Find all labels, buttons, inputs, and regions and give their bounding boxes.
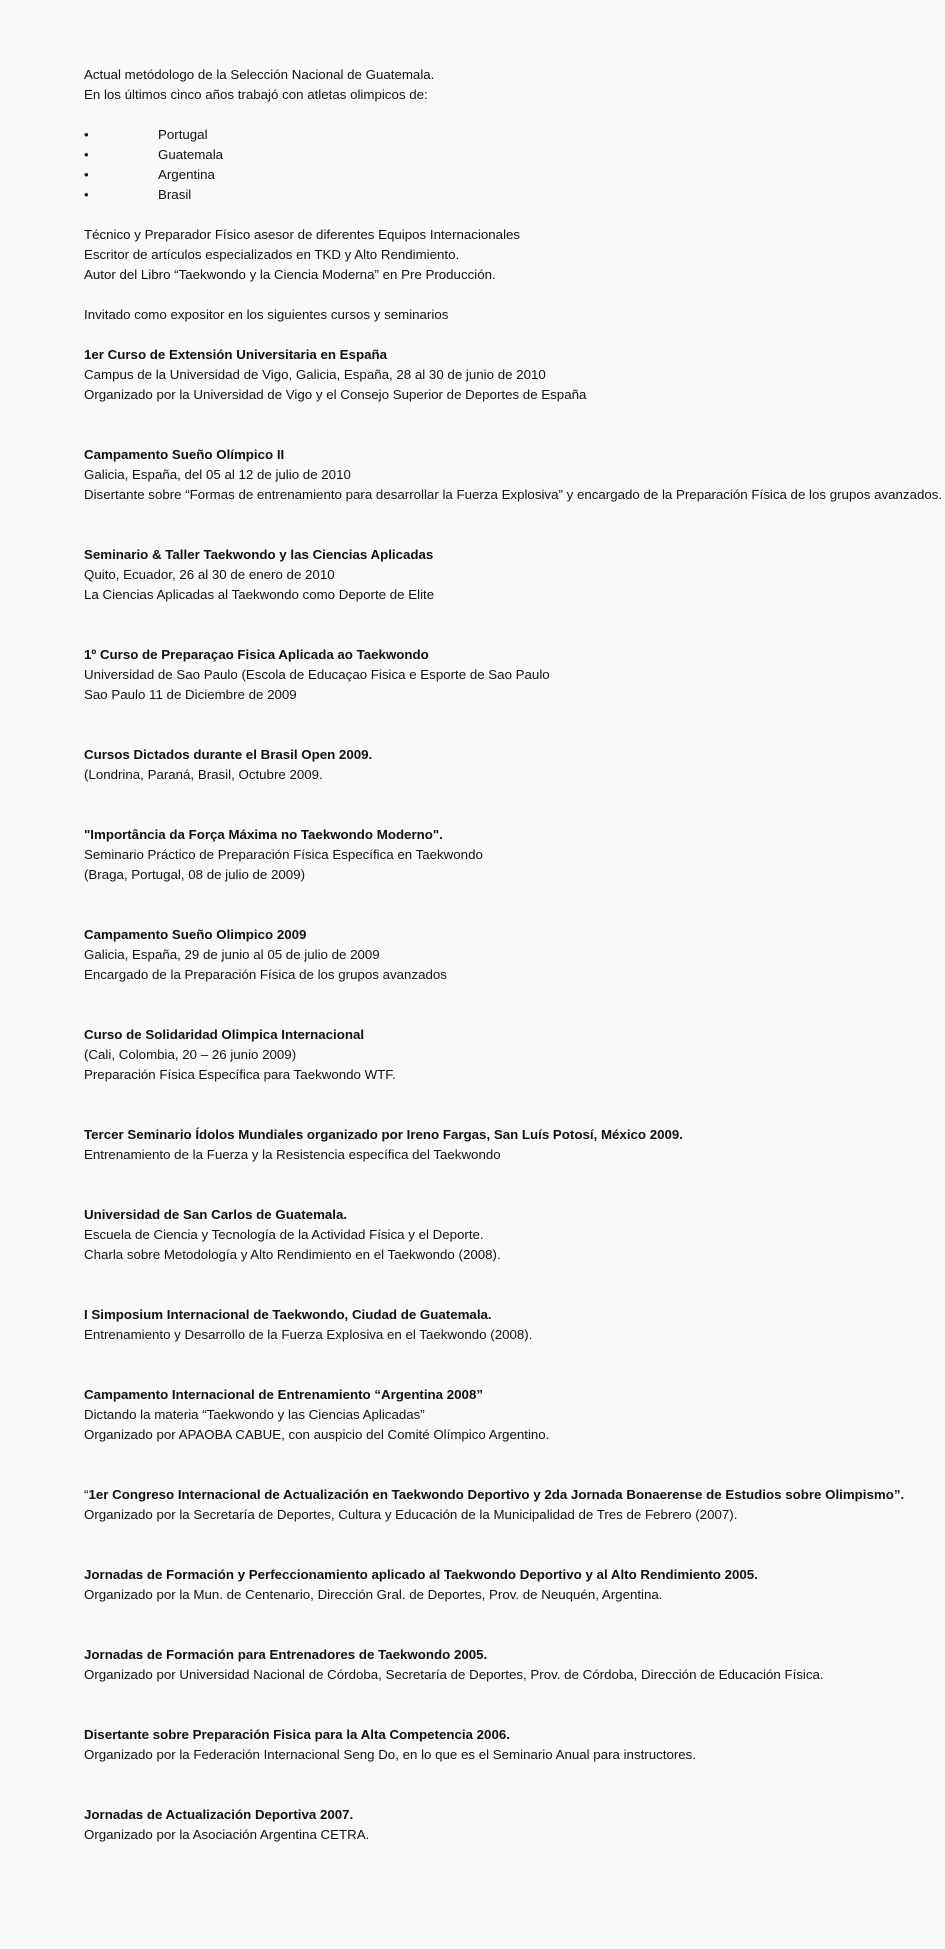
event-line: (Londrina, Paraná, Brasil, Octubre 2009.: [84, 767, 323, 782]
event-title: Universidad de San Carlos de Guatemala.: [84, 1207, 348, 1222]
event: [84, 1805, 945, 1845]
event-title: Jornadas de Actualización Deportiva 2007.: [84, 1807, 354, 1822]
event: [84, 345, 945, 405]
event-title: Seminario & Taller Taekwondo y las Ciencias Aplicadas: [84, 547, 434, 562]
event-line: Seminario Práctico de Preparación Física Específica en Taekwondo: [84, 847, 483, 862]
event-line: Organizado por la Secretaría de Deportes, Cultura y Educación de la Municipalidad de Tres de Febrero (2007).: [84, 1507, 738, 1522]
invited-heading: Invitado como expositor en los siguientes cursos y seminarios: [84, 307, 449, 322]
event-line: La Ciencias Aplicadas al Taekwondo como Deporte de Elite: [84, 587, 435, 602]
bullet-icon: •: [84, 127, 89, 142]
bullet-icon: •: [84, 187, 89, 202]
event-title: Campamento Sueño Olímpico II: [84, 447, 285, 462]
event-title: 1er Curso de Extensión Universitaria en España: [84, 347, 387, 362]
event-title-text: 1er Congreso Internacional de Actualización en Taekwondo Deportivo y 2da Jornada Bonaerense de Estudios sobre Olimpismo”.: [88, 1487, 905, 1502]
event-line: Entrenamiento de la Fuerza y la Resistencia específica del Taekwondo: [84, 1147, 501, 1162]
event-title: Tercer Seminario Ídolos Mundiales organizado por Ireno Fargas, San Luís Potosí, México 2009.: [84, 1127, 684, 1142]
event-title: Cursos Dictados durante el Brasil Open 2009.: [84, 747, 373, 762]
event: [84, 1565, 945, 1605]
event: [84, 925, 945, 985]
event-line: Universidad de Sao Paulo (Escola de Educaçao Fisica e Esporte de Sao Paulo: [84, 667, 550, 682]
event-title: I Simposium Internacional de Taekwondo, Ciudad de Guatemala.: [84, 1307, 492, 1322]
event-line: Galicia, España, 29 de junio al 05 de julio de 2009: [84, 947, 380, 962]
event: [84, 645, 945, 705]
event-title: "Importância da Força Máxima no Taekwondo Moderno".: [84, 827, 443, 842]
event: [84, 1385, 945, 1445]
event-line: Organizado por la Universidad de Vigo y el Consejo Superior de Deportes de España: [84, 387, 587, 402]
event-title-quote: “: [84, 1487, 89, 1502]
intro-line: Actual metódologo de la Selección Nacional de Guatemala.: [84, 67, 435, 82]
event-line: Galicia, España, del 05 al 12 de julio de 2010: [84, 467, 351, 482]
event: [84, 445, 945, 505]
event-line: Quito, Ecuador, 26 al 30 de enero de 2010: [84, 567, 335, 582]
event-line: Sao Paulo 11 de Diciembre de 2009: [84, 687, 297, 702]
event-title: Curso de Solidaridad Olimpica Internacional: [84, 1027, 365, 1042]
event-title: Campamento Sueño Olimpico 2009: [84, 927, 307, 942]
event-line: Entrenamiento y Desarrollo de la Fuerza Explosiva en el Taekwondo (2008).: [84, 1327, 533, 1342]
event-line: Organizado por Universidad Nacional de Córdoba, Secretaría de Deportes, Prov. de Córdoba, Dirección de Educación Física.: [84, 1667, 824, 1682]
event-title: Disertante sobre Preparación Fisica para la Alta Competencia 2006.: [84, 1727, 510, 1742]
event: [84, 1725, 945, 1765]
intro-line: En los últimos cinco años trabajó con atletas olimpicos de:: [84, 87, 428, 102]
event-line: (Braga, Portugal, 08 de julio de 2009): [84, 867, 306, 882]
country-label: Brasil: [158, 187, 192, 202]
event-line: Charla sobre Metodología y Alto Rendimiento en el Taekwondo (2008).: [84, 1247, 501, 1262]
event-line: Organizado por la Mun. de Centenario, Dirección Gral. de Deportes, Prov. de Neuquén, Argentina.: [84, 1587, 663, 1602]
event: [84, 1305, 945, 1345]
bullet-icon: •: [84, 167, 89, 182]
bullet-icon: •: [84, 147, 89, 162]
event-line: Escuela de Ciencia y Tecnología de la Actividad Física y el Deporte.: [84, 1227, 484, 1242]
role-line: Técnico y Preparador Físico asesor de diferentes Equipos Internacionales: [84, 227, 521, 242]
roles-section: [84, 225, 945, 285]
event: [84, 1485, 945, 1525]
event: [84, 1125, 945, 1165]
list-item: [84, 125, 945, 145]
event-title: Jornadas de Formación para Entrenadores de Taekwondo 2005.: [84, 1647, 488, 1662]
country-label: Argentina: [158, 167, 215, 182]
country-list: [84, 125, 945, 205]
role-line: Autor del Libro “Taekwondo y la Ciencia Moderna” en Pre Producción.: [84, 267, 496, 282]
event-title: Jornadas de Formación y Perfeccionamiento aplicado al Taekwondo Deportivo y al Alto Rendimiento 2005.: [84, 1567, 758, 1582]
event-line: Organizado por la Federación Internacional Seng Do, en lo que es el Seminario Anual para instructores.: [84, 1747, 697, 1762]
event-line: (Cali, Colombia, 20 – 26 junio 2009): [84, 1047, 297, 1062]
event: [84, 1025, 945, 1085]
list-item: [84, 165, 945, 185]
event-line: Organizado por APAOBA CABUE, con auspicio del Comité Olímpico Argentino.: [84, 1427, 550, 1442]
event-line: Preparación Física Específica para Taekwondo WTF.: [84, 1067, 396, 1082]
list-item: [84, 185, 945, 205]
event: [84, 1645, 945, 1685]
event-title: [84, 1485, 945, 1505]
event-line: Encargado de la Preparación Física de los grupos avanzados: [84, 967, 447, 982]
event-line: Organizado por la Asociación Argentina CETRA.: [84, 1827, 370, 1842]
event: [84, 745, 945, 785]
role-line: Escritor de artículos especializados en TKD y Alto Rendimiento.: [84, 247, 460, 262]
event-line: Dictando la materia “Taekwondo y las Ciencias Aplicadas”: [84, 1407, 425, 1422]
event: [84, 1205, 945, 1265]
intro-section: [84, 0, 945, 105]
country-label: Portugal: [158, 127, 208, 142]
event-line: Disertante sobre “Formas de entrenamiento para desarrollar la Fuerza Explosiva” y encargado de la Preparación Física de los grupos avanzados.: [84, 487, 943, 502]
list-item: [84, 145, 945, 165]
event: [84, 825, 945, 885]
event-line: Campus de la Universidad de Vigo, Galicia, España, 28 al 30 de junio de 2010: [84, 367, 546, 382]
event-title: 1º Curso de Preparaçao Fisica Aplicada ao Taekwondo: [84, 647, 429, 662]
event: [84, 545, 945, 605]
event-title: Campamento Internacional de Entrenamiento “Argentina 2008”: [84, 1387, 483, 1402]
country-label: Guatemala: [158, 147, 224, 162]
